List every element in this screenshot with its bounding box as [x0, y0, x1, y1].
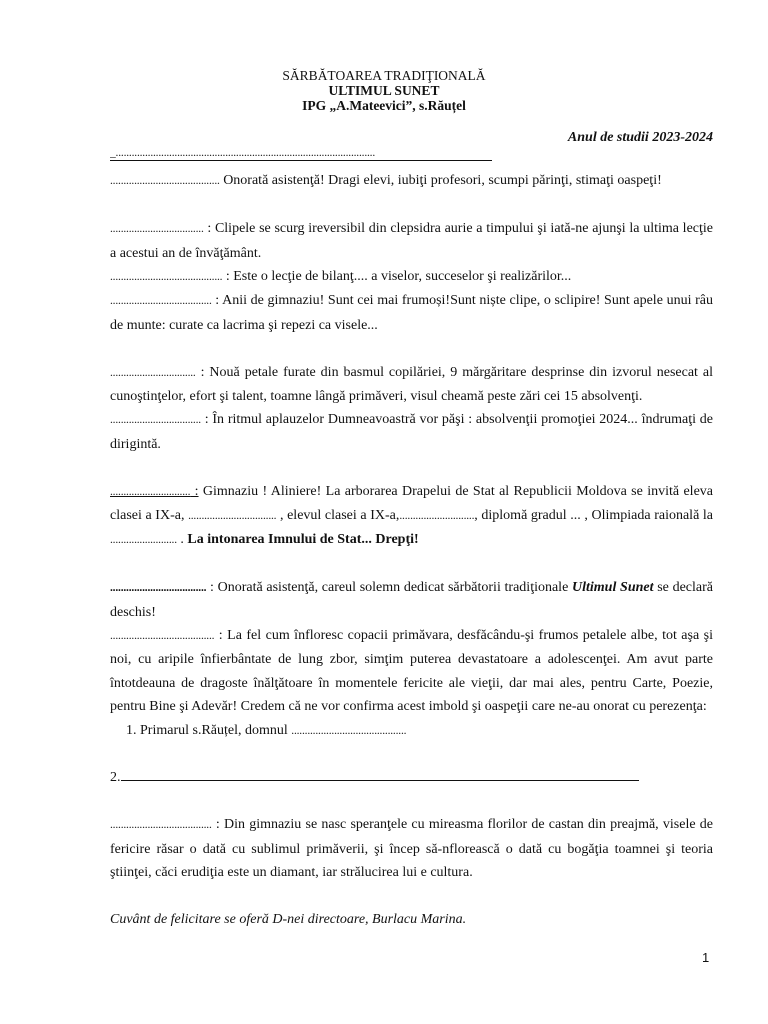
paragraph-text: : La fel cum înfloresc copacii primăvara, desfăcându-şi frumos petalele albe, tot aşa şi noi, cu aripile înfierbântate de lung zbor, simţim puterea devastatoare a adolescenţei. Am avut parte întotdeauna de dragoste înălţătoare în momentele fericite ale vieţii, dar mai ales, pentru Carte, Poezie, pentru Bine şi Adevăr! Credem că ne vor confirma acest imbold şi oaspeţii care ne-au onorat cu perezenţa: — [110, 628, 713, 715]
student-name-placeholder: ............................ — [399, 510, 475, 523]
paragraph-text: Onorată asistenţă! Dragi elevi, iubiţi profesori, scumpi părinţi, stimaţi oaspeţi! — [219, 173, 662, 189]
paragraph-greeting — [110, 169, 713, 193]
speaker-placeholder: ...................................... — [110, 295, 212, 308]
blank-line — [110, 194, 713, 217]
event-subtitle: ULTIMUL SUNET — [328, 83, 440, 98]
academic-year: Anul de studii 2023-2024 — [567, 130, 713, 145]
speaker-placeholder: ................................ — [110, 366, 196, 379]
event-name-emphasis: Ultimul Sunet — [572, 580, 654, 596]
speaker-placeholder: .......................................... — [110, 271, 223, 284]
blank-line — [110, 553, 713, 576]
blank-line — [110, 337, 713, 360]
paragraph-opening — [110, 576, 713, 624]
paragraph-blossom — [110, 624, 713, 719]
paragraph-text: : În ritmul aplauzelor Dumneavoastră vor păşi : absolvenţii promoţiei 2024... îndrumaţi de dirigintă. — [110, 412, 713, 452]
speaker-placeholder: ....................................... — [110, 630, 215, 643]
guest-label: 1. Primarul s.Răuțel, domnul — [126, 722, 292, 738]
blank-line — [110, 743, 713, 766]
speaker-placeholder: ......................................... — [110, 175, 220, 188]
paragraph-flag-raising — [110, 480, 713, 553]
paragraph-text: se declară deschis! — [110, 580, 713, 620]
paragraph-petals — [110, 361, 713, 409]
guest-list-item — [110, 719, 713, 743]
paragraph-text: , elevul clasei a IX-a, — [276, 508, 400, 524]
paragraph-applause — [110, 408, 713, 456]
paragraph-balance — [110, 265, 713, 289]
paragraph-text: : Clipele se scurg ireversibil din clepsidra aurie a timpului şi iată-ne ajunşi la ultima lecţie a acestui an de învăţământ. — [110, 221, 713, 261]
document-body — [110, 146, 713, 931]
paragraph-hourglass — [110, 217, 713, 265]
speaker-placeholder: ................................... — [110, 223, 204, 236]
paragraph-chestnut — [110, 813, 713, 884]
school-name: IPG „A.Mateevici”, s.Răuțel — [302, 98, 466, 113]
paragraph-text: Gimnaziu ! Aliniere! La arborarea Drapelui de Stat al Republicii Moldova se invită eleva clasei a IX-a, — [110, 483, 714, 524]
paragraph-school-years — [110, 289, 713, 337]
speaker-placeholder: .................................. — [110, 414, 201, 427]
blank-line — [110, 790, 713, 813]
guest-list-item — [110, 766, 713, 789]
paragraph-text: : Onorată asistenţă, careul solemn dedicat sărbătorii tradiţionale — [206, 580, 572, 596]
subject-placeholder: ......................... — [110, 534, 177, 547]
guest-number: 2. — [110, 770, 121, 786]
paragraph-text: : Nouă petale furate din basmul copilăriei, 9 mărgăritare desprinse din izvorul nesecat al cunoştinţelor, efort şi talent, toamne lângă primăveri, visul cheamă peste zări cei 15 absolvenţi. — [110, 364, 713, 405]
paragraph-text: . — [176, 532, 188, 548]
anthem-instruction: La intonarea Imnului de Stat... Drepţi! — [187, 532, 419, 548]
blank-line — [110, 885, 713, 908]
speaker-placeholder: ...................................... — [110, 819, 212, 832]
paragraph-text: : Este o lecţie de bilanţ.... a viselor, succeselor şi realizărilor... — [222, 269, 572, 285]
guest-blank-line — [121, 767, 639, 781]
guest-name-placeholder: ........................................... — [291, 724, 407, 737]
separator: : — [190, 483, 199, 499]
paragraph-text: : Din gimnaziu se nasc speranţele cu mireasma florilor de castan din preajmă, visele de fericire răsar o dată cu sublimul primăverii, şi încep să-nflorească o dată cu bogăţia toamnei şi teoria ştiinţei, căci erudiţia este un diamant, iar strălucirea lui e cultura. — [110, 817, 713, 881]
paragraph-text: : Anii de gimnaziu! Sunt cei mai frumoși!Sunt niște clipe, o sclipire! Sunt apele unui râu de munte: curate ca lacrima şi repezi ca visele... — [110, 293, 713, 333]
student-name-placeholder: ................................. — [188, 510, 277, 523]
speaker-placeholder: .............................. — [110, 485, 191, 498]
event-title: SĂRBĂTOAREA TRADIŢIONALĂ — [282, 68, 486, 83]
top-dotted-field: _................................................................................................. — [110, 146, 492, 161]
document-title-block — [0, 68, 768, 113]
paragraph-director-speech — [110, 908, 713, 931]
blank-line — [110, 456, 713, 479]
speaker-placeholder: .................................... — [110, 582, 207, 595]
paragraph-text: , diplomă gradul ... , Olimpiada raională la — [474, 508, 714, 524]
page-number: 1 — [702, 950, 710, 965]
italic-note: Cuvânt de felicitare se oferă D-nei directoare, Burlacu Marina. — [110, 911, 467, 927]
dotted-top-line — [110, 146, 713, 169]
